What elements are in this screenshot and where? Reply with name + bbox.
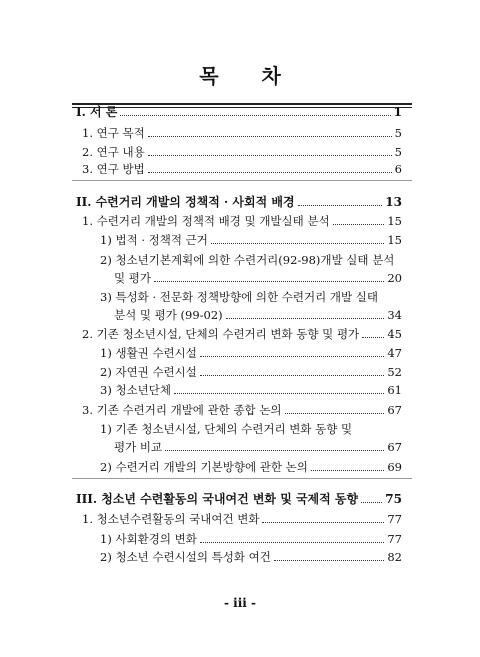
dot-leader xyxy=(165,450,384,451)
toc-entry-label: 2. 기존 청소년시설, 단체의 수련거리 변화 동향 및 평가 xyxy=(82,327,360,341)
toc-entry xyxy=(100,286,402,304)
toc-entry-page: 45 xyxy=(387,327,402,341)
toc-entry-page: 15 xyxy=(387,233,402,247)
toc-entry xyxy=(100,546,402,564)
toc-entry-page: 52 xyxy=(387,365,402,379)
toc-entry xyxy=(76,101,402,119)
dot-leader xyxy=(285,413,385,414)
dot-leader xyxy=(361,502,382,503)
toc-entry xyxy=(114,304,402,322)
toc-entry-label: 2) 수련거리 개발의 기본방향에 관한 논의 xyxy=(100,460,308,474)
dot-leader xyxy=(148,172,392,173)
toc-entry-label: 1. 수련거리 개발의 정책적 배경 및 개발실태 분석 xyxy=(82,214,330,228)
dot-leader xyxy=(148,136,392,137)
toc-entry-label: 1) 기존 청소년시설, 단체의 수련거리 변화 동향 및 xyxy=(100,422,353,436)
toc-entry-label: 3) 특성화 · 전문화 정책방향에 의한 수련거리 개발 실태 xyxy=(100,290,378,304)
toc-entry-page: 75 xyxy=(385,492,402,506)
toc-entry xyxy=(114,267,402,285)
toc-entry xyxy=(100,418,402,436)
dot-leader xyxy=(200,375,384,376)
toc-entry-page: 5 xyxy=(394,126,402,140)
toc-entry-page: 1 xyxy=(393,105,402,119)
toc-entry-label: 2) 자연권 수련시설 xyxy=(100,365,197,379)
toc-entry xyxy=(82,158,402,176)
toc-entry xyxy=(76,488,402,506)
toc-entry-label: 1) 생활권 수련시설 xyxy=(100,346,197,360)
toc-entry-label: 1) 법적 · 정책적 근거 xyxy=(100,233,208,247)
toc-entry-label: 2) 청소년기본계획에 의한 수련거리(92-98)개발 실태 분석 xyxy=(100,253,395,267)
section-divider xyxy=(72,180,412,181)
toc-entry xyxy=(100,528,402,546)
toc-entry-label: 2) 청소년 수련시설의 특성화 여건 xyxy=(100,550,271,564)
dot-leader xyxy=(226,318,385,319)
section-divider xyxy=(72,478,412,479)
toc-entry-label: 3. 기존 수련거리 개발에 관한 종합 논의 xyxy=(82,403,282,417)
toc-entry xyxy=(82,141,402,159)
toc-entry xyxy=(100,249,402,267)
toc-entry-label: I. 서 론 xyxy=(76,105,118,119)
dot-leader xyxy=(200,356,384,357)
toc-entry xyxy=(100,379,402,397)
toc-entry-label: 평가 비교 xyxy=(114,440,163,454)
toc-entry-page: 61 xyxy=(387,383,402,397)
toc-entry-label: 1) 사회환경의 변화 xyxy=(100,532,197,546)
toc-entry xyxy=(82,323,402,341)
toc-entry xyxy=(82,210,402,228)
dot-leader xyxy=(274,560,385,561)
toc-entry xyxy=(100,361,402,379)
toc-entry xyxy=(100,456,402,474)
toc-entry-label: III. 청소년 수련활동의 국내여건 변화 및 국제적 동향 xyxy=(76,492,359,506)
toc-entry-page: 6 xyxy=(394,162,402,176)
toc-entry-label: 분석 및 평가 (99-02) xyxy=(114,308,223,322)
toc-entry-label: 3) 청소년단체 xyxy=(100,383,172,397)
toc-entry xyxy=(82,399,402,417)
toc-entry-page: 67 xyxy=(387,440,402,454)
toc-entry-page: 67 xyxy=(387,403,402,417)
toc-entry-page: 34 xyxy=(387,308,402,322)
toc-entry-label: 및 평가 xyxy=(114,271,151,285)
dot-leader xyxy=(298,205,383,206)
dot-leader xyxy=(211,243,385,244)
toc-entry xyxy=(100,342,402,360)
dot-leader xyxy=(174,393,384,394)
toc-entry xyxy=(100,229,402,247)
toc-entry-page: 77 xyxy=(387,532,402,546)
toc-entry-label: 3. 연구 방법 xyxy=(82,162,145,176)
toc-entry-page: 69 xyxy=(387,460,402,474)
dot-leader xyxy=(154,281,384,282)
dot-leader xyxy=(200,542,384,543)
dot-leader xyxy=(311,470,385,471)
page-title: 목 차 xyxy=(199,64,299,88)
toc-entry xyxy=(76,191,402,209)
dot-leader xyxy=(333,224,385,225)
toc-entry-label: II. 수련거리 개발의 정책적 · 사회적 배경 xyxy=(76,195,295,209)
toc-entry xyxy=(82,508,402,526)
toc-entry-page: 82 xyxy=(387,550,402,564)
dot-leader xyxy=(362,337,384,338)
dot-leader xyxy=(262,522,384,523)
toc-entry-label: 1. 청소년수련활동의 국내여건 변화 xyxy=(82,512,260,526)
toc-entry xyxy=(114,436,402,454)
dot-leader xyxy=(148,155,392,156)
toc-entry xyxy=(82,122,402,140)
toc-entry-label: 1. 연구 목적 xyxy=(82,126,145,140)
dot-leader xyxy=(120,115,390,116)
toc-entry-page: 5 xyxy=(394,145,402,159)
toc-entry-page: 77 xyxy=(387,512,402,526)
page-number-footer: - iii - xyxy=(224,596,256,610)
toc-entry-page: 47 xyxy=(387,346,402,360)
toc-entry-page: 20 xyxy=(387,271,402,285)
toc-entry-page: 15 xyxy=(387,214,402,228)
toc-entry-page: 13 xyxy=(385,195,402,209)
toc-entry-label: 2. 연구 내용 xyxy=(82,145,145,159)
